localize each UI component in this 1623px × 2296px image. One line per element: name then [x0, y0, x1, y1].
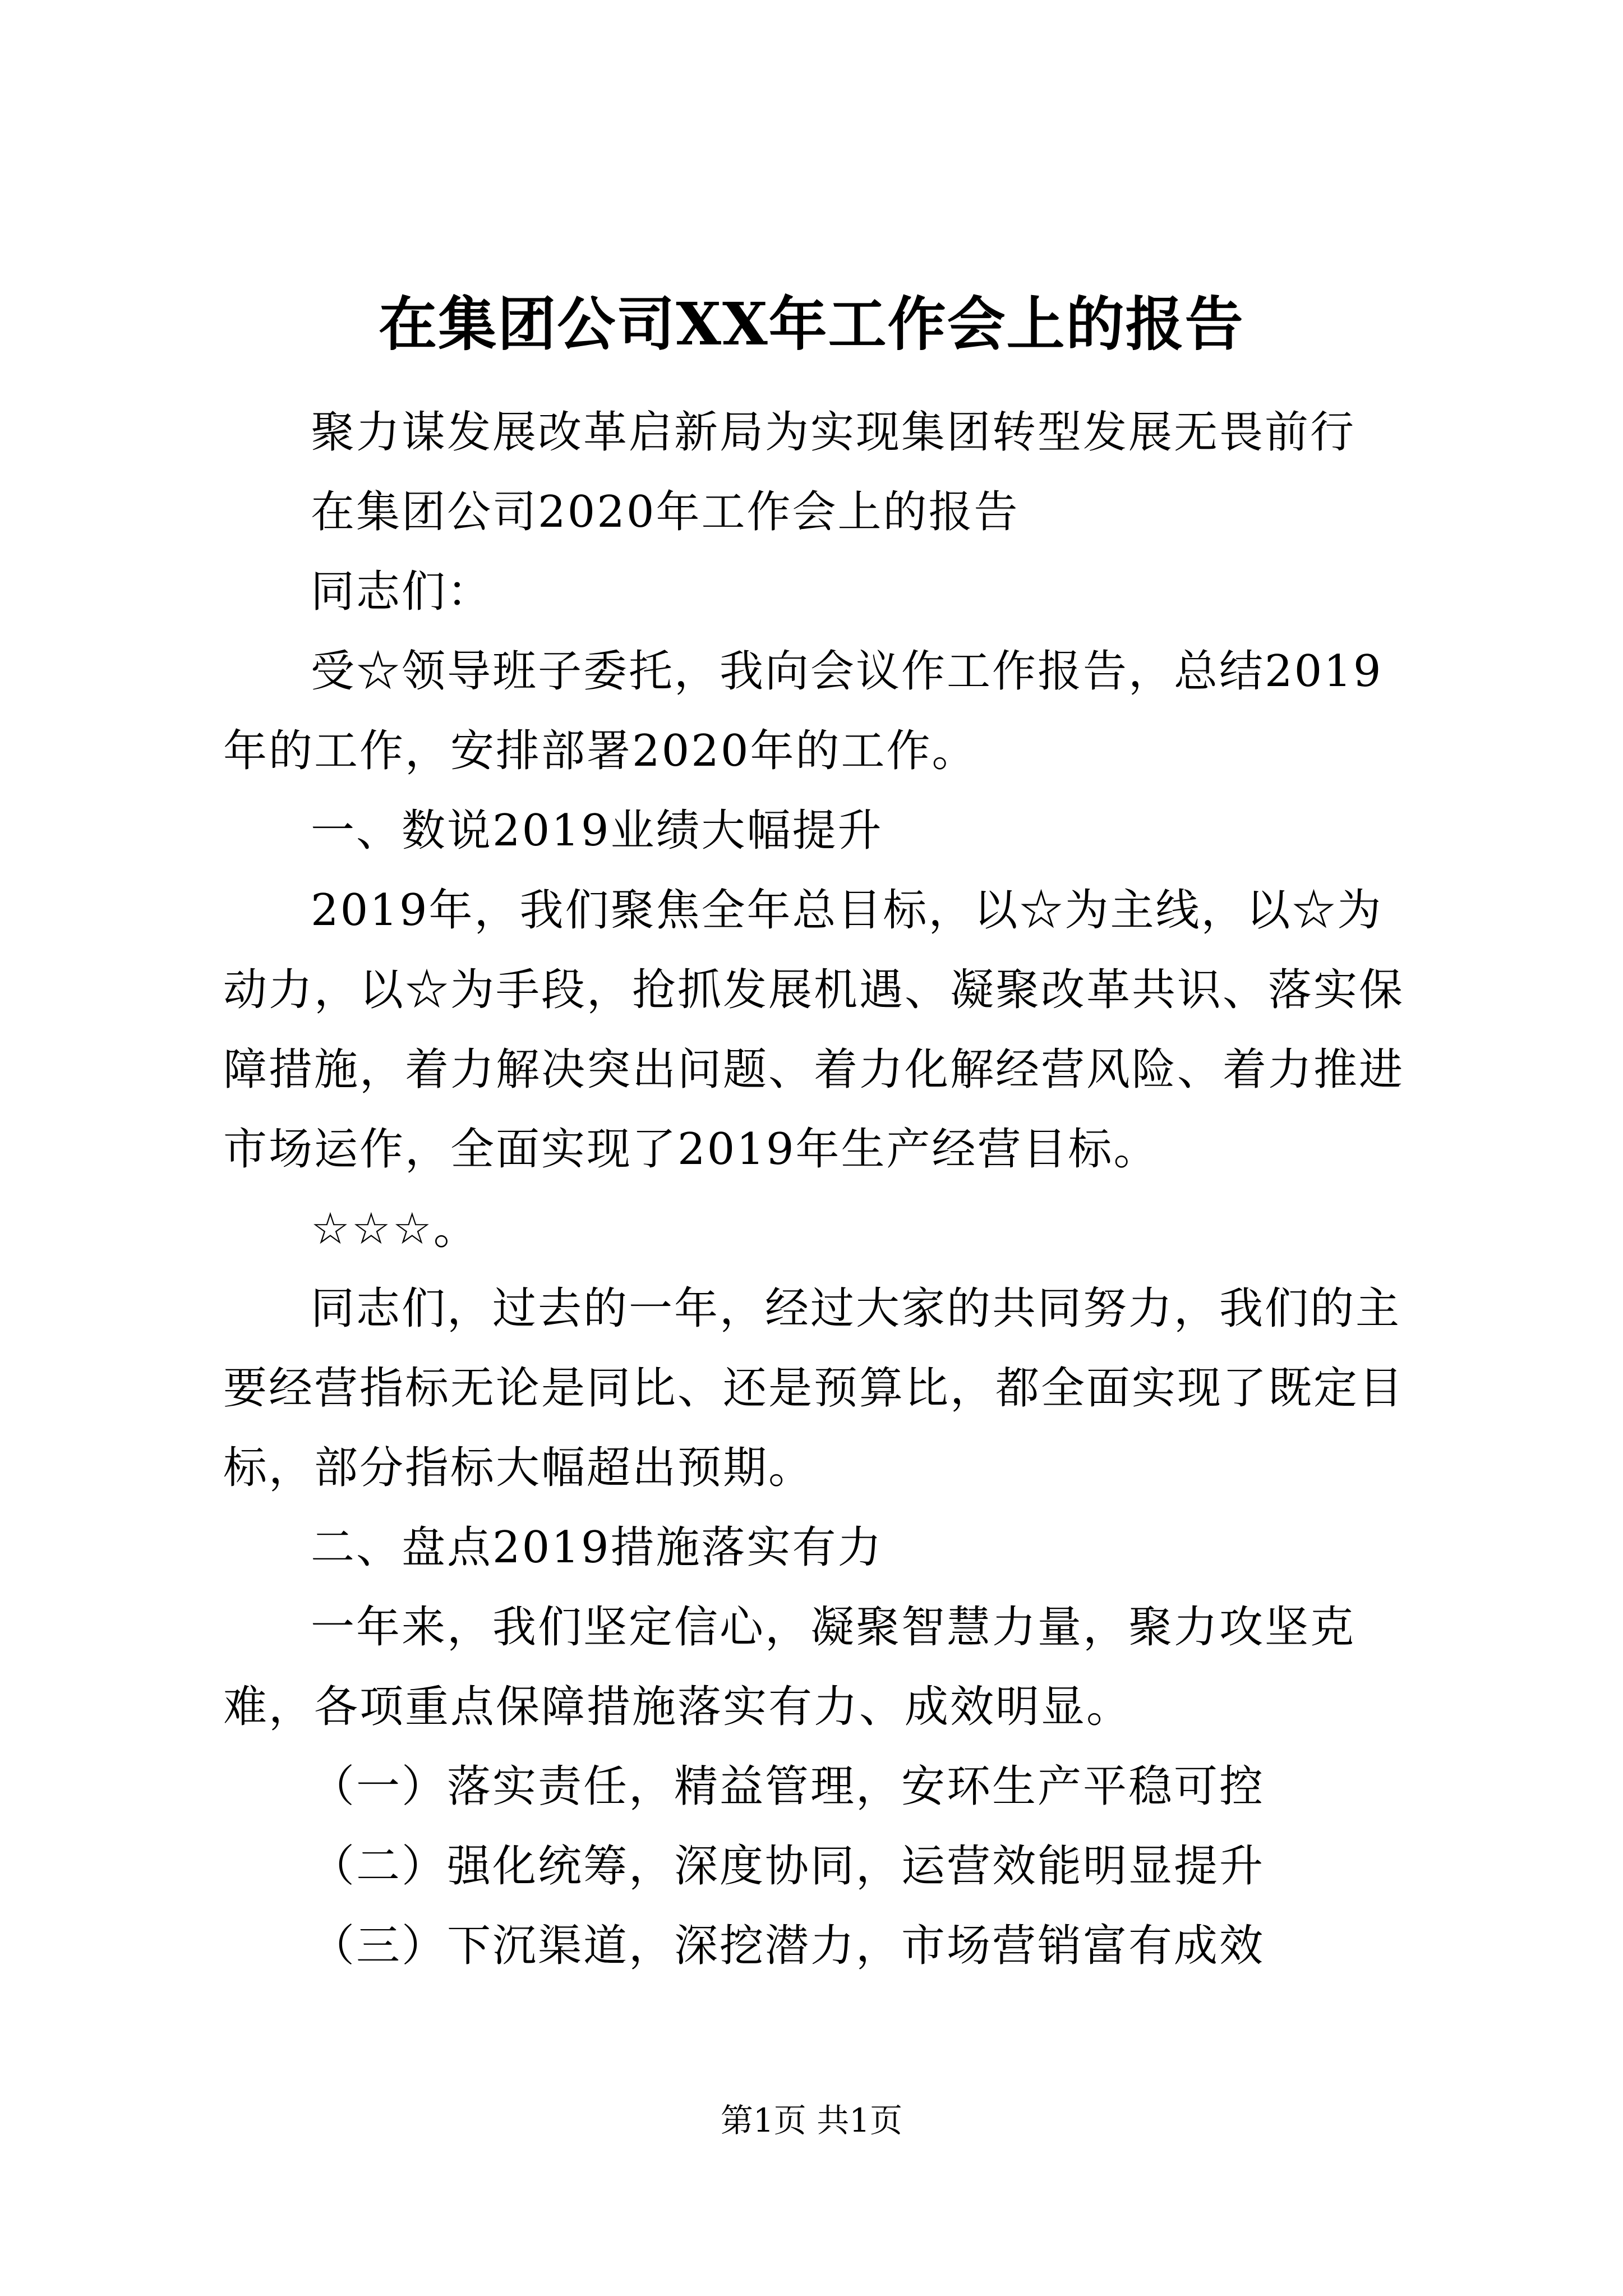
- section-one-heading: 一、数说2019业绩大幅提升: [311, 806, 883, 856]
- document-title: 在集团公司XX年工作会上的报告: [379, 289, 1244, 358]
- subitem-one: （一）落实责任，精益管理，安环生产平稳可控: [311, 1761, 1265, 1812]
- document-body: [223, 393, 1418, 1986]
- section-one-paragraph: 2019年，我们聚焦全年总目标，以☆为主线，以☆为动力，以☆为手段，抢抓发展机遇、凝聚改革共识、落实保障措施，着力解决突出问题、着力化解经营风险、着力推进市场运作，全面实现了2019年生产经营目标。: [223, 885, 1405, 1175]
- subitem-two: （二）强化统筹，深度协同，运营效能明显提升: [311, 1841, 1265, 1892]
- subitem-three: （三）下沉渠道，深挖潜力，市场营销富有成效: [311, 1921, 1265, 1971]
- page-number-footer: 第1页 共1页: [720, 2101, 903, 2139]
- salutation-paragraph: 同志们：: [311, 567, 493, 617]
- summary-paragraph: 同志们，过去的一年，经过大家的共同努力，我们的主要经营指标无论是同比、还是预算比，都全面实现了既定目标，部分指标大幅超出预期。: [223, 1283, 1405, 1493]
- placeholder-paragraph: ☆☆☆。: [311, 1204, 479, 1254]
- section-two-paragraph: 一年来，我们坚定信心，凝聚智慧力量，聚力攻坚克难，各项重点保障措施落实有力、成效明显。: [223, 1602, 1356, 1732]
- section-two-heading: 二、盘点2019措施落实有力: [311, 1522, 883, 1573]
- report-name-paragraph: 在集团公司2020年工作会上的报告: [311, 487, 1020, 537]
- intro-paragraph: 受☆领导班子委托，我向会议作工作报告，总结2019年的工作，安排部署2020年的工作。: [223, 646, 1383, 776]
- subtitle-paragraph: 聚力谋发展改革启新局为实现集团转型发展无畏前行: [311, 407, 1356, 458]
